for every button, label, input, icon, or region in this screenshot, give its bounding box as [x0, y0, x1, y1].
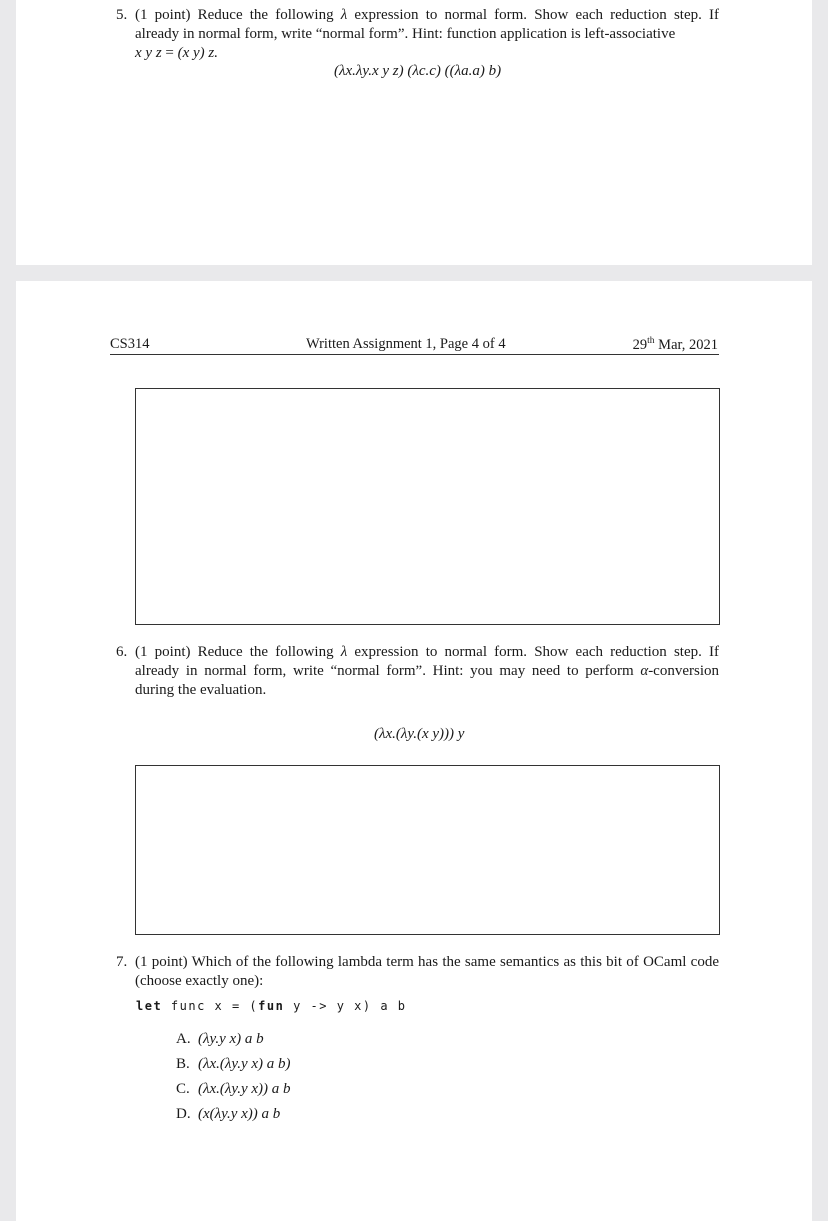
- assoc-lhs: x y z: [135, 45, 162, 61]
- question-7-prompt: Which of the following lambda term has the same semantics as this bit of OCaml code (choose exactly one):: [135, 954, 719, 989]
- date-day: 29: [632, 336, 648, 353]
- question-7-points: (1 point): [135, 954, 188, 970]
- code-part-2: y -> y x) a b: [284, 999, 407, 1013]
- option-a[interactable]: [176, 1030, 291, 1055]
- question-7-text: [135, 953, 719, 991]
- question-6-prompt-mid: expression to normal form. Show each reduction step. If already in normal form, write “normal form”. Hint: you may need to perform: [135, 644, 720, 679]
- assignment-title: Written Assignment 1, Page 4 of 4: [306, 336, 506, 352]
- ocaml-code-snippet: [136, 999, 407, 1013]
- option-term: (λy.y x) a b: [198, 1031, 264, 1047]
- question-6: [116, 643, 719, 700]
- question-5-number: 5.: [116, 7, 128, 23]
- question-6-points: (1 point): [135, 644, 191, 660]
- assignment-date: [633, 336, 718, 354]
- alpha-symbol: α: [640, 663, 649, 679]
- option-b[interactable]: [176, 1055, 291, 1080]
- option-d[interactable]: [176, 1105, 291, 1130]
- option-c[interactable]: [176, 1080, 291, 1105]
- lambda-symbol: λ: [340, 644, 348, 660]
- page-header: [110, 336, 719, 355]
- option-term: (λx.(λy.y x) a b): [198, 1056, 291, 1072]
- option-label: A.: [176, 1031, 191, 1047]
- option-label: C.: [176, 1081, 190, 1097]
- option-term: (λx.(λy.y x)) a b: [198, 1081, 291, 1097]
- option-term: (x(λy.y x)) a b: [198, 1106, 281, 1122]
- question-7-number: 7.: [116, 954, 128, 970]
- assoc-rhs: (x y) z.: [177, 45, 219, 61]
- question-6-number: 6.: [116, 644, 128, 660]
- question-5-text: [135, 6, 719, 63]
- code-part-1: func x = (: [162, 999, 259, 1013]
- answer-options: [176, 1030, 291, 1130]
- option-label: B.: [176, 1056, 190, 1072]
- date-rest: Mar, 2021: [658, 336, 718, 353]
- question-5: [116, 6, 719, 63]
- question-6-answer-box[interactable]: [135, 765, 720, 935]
- question-5-points: (1 point): [135, 7, 191, 23]
- question-7: [116, 953, 719, 991]
- question-6-prompt-end: -conversion during the evaluation.: [135, 663, 719, 698]
- question-6-prompt-start: Reduce the following: [197, 644, 334, 660]
- date-suffix: th: [647, 336, 655, 346]
- course-code: CS314: [110, 336, 150, 352]
- code-keyword-fun: fun: [258, 999, 285, 1013]
- option-label: D.: [176, 1106, 191, 1122]
- assoc-equals: =: [165, 45, 174, 61]
- question-5-prompt-end: expression to normal form. Show each reduction step. If already in normal form, write “normal form”. Hint: function application is left-associative: [135, 7, 720, 42]
- question-5-prompt-start: Reduce the following: [197, 7, 334, 23]
- code-keyword-let: let: [136, 999, 163, 1013]
- question-5-answer-box[interactable]: [135, 388, 720, 625]
- question-6-text: [135, 643, 719, 700]
- question-6-expression: (λx.(λy.(x y))) y: [374, 726, 465, 742]
- lambda-symbol: λ: [340, 7, 348, 23]
- question-5-expression: (λx.λy.x y z) (λc.c) ((λa.a) b): [334, 63, 502, 79]
